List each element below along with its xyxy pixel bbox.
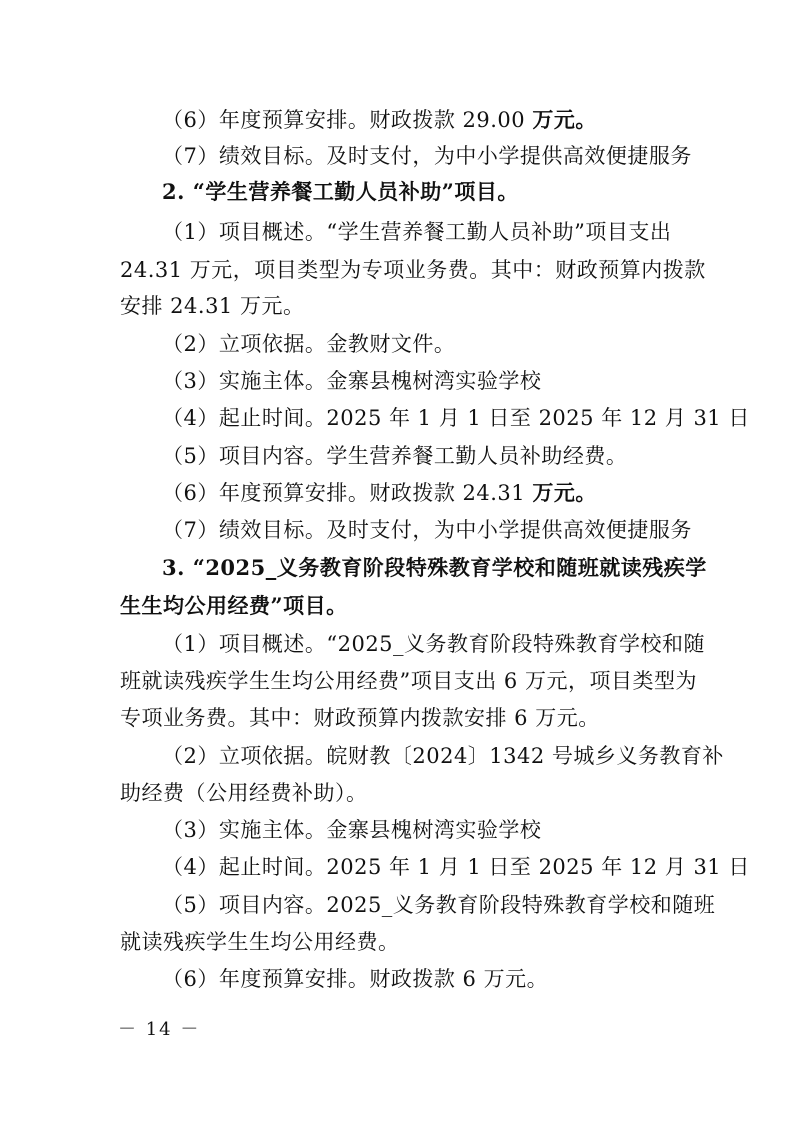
content-line-3a: （5）项目内容。2025_义务教育阶段特殊教育学校和随班 [162,893,716,917]
content-line-3b: 就读残疾学生生均公用经费。 [120,930,400,954]
budget-line-2: （6）年度预算安排。财政拨款 24.31 万元。 [162,480,597,505]
overview-line-3b: 班就读残疾学生生均公用经费”项目支出 6 万元，项目类型为 [120,669,697,693]
period-line-2: （4）起止时间。2025 年 1 月 1 日至 2025 年 12 月 31 日 [162,406,750,430]
overview-line-2b: 24.31 万元，项目类型为专项业务费。其中：财政预算内拨款 [120,258,706,282]
budget-line-1: （6）年度预算安排。财政拨款 29.00 万元。 [162,107,597,132]
content-line-2: （5）项目内容。学生营养餐工勤人员补助经费。 [162,444,628,468]
period-line-3: （4）起止时间。2025 年 1 月 1 日至 2025 年 12 月 31 日 [162,855,750,879]
budget-line-3: （6）年度预算安排。财政拨款 6 万元。 [162,967,549,991]
goal-line-2: （7）绩效目标。及时支付，为中小学提供高效便捷服务 [162,518,692,542]
basis-line-3a: （2）立项依据。皖财教〔2024〕1342 号城乡义务教育补 [162,744,724,768]
overview-line-3c: 专项业务费。其中：财政预算内拨款安排 6 万元。 [120,706,600,730]
overview-line-2c: 安排 24.31 万元。 [120,294,305,318]
basis-line-2: （2）立项依据。金教财文件。 [162,332,456,356]
basis-line-3b: 助经费（公用经费补助）。 [120,781,368,805]
overview-line-2a: （1）项目概述。“学生营养餐工勤人员补助”项目支出 [162,220,672,244]
goal-line-1: （7）绩效目标。及时支付，为中小学提供高效便捷服务 [162,144,692,168]
page-number: － 14 － [118,1019,201,1040]
overview-line-3a: （1）项目概述。“2025_义务教育阶段特殊教育学校和随 [162,632,706,656]
entity-line-3: （3）实施主体。金寨县槐树湾实验学校 [162,818,542,842]
section-heading-2: 2. “学生营养餐工勤人员补助”项目。 [162,179,519,204]
section-heading-3a: 3. “2025_义务教育阶段特殊教育学校和随班就读残疾学 [162,555,707,580]
section-heading-3b: 生生均公用经费”项目。 [120,593,348,618]
entity-line-2: （3）实施主体。金寨县槐树湾实验学校 [162,369,542,393]
